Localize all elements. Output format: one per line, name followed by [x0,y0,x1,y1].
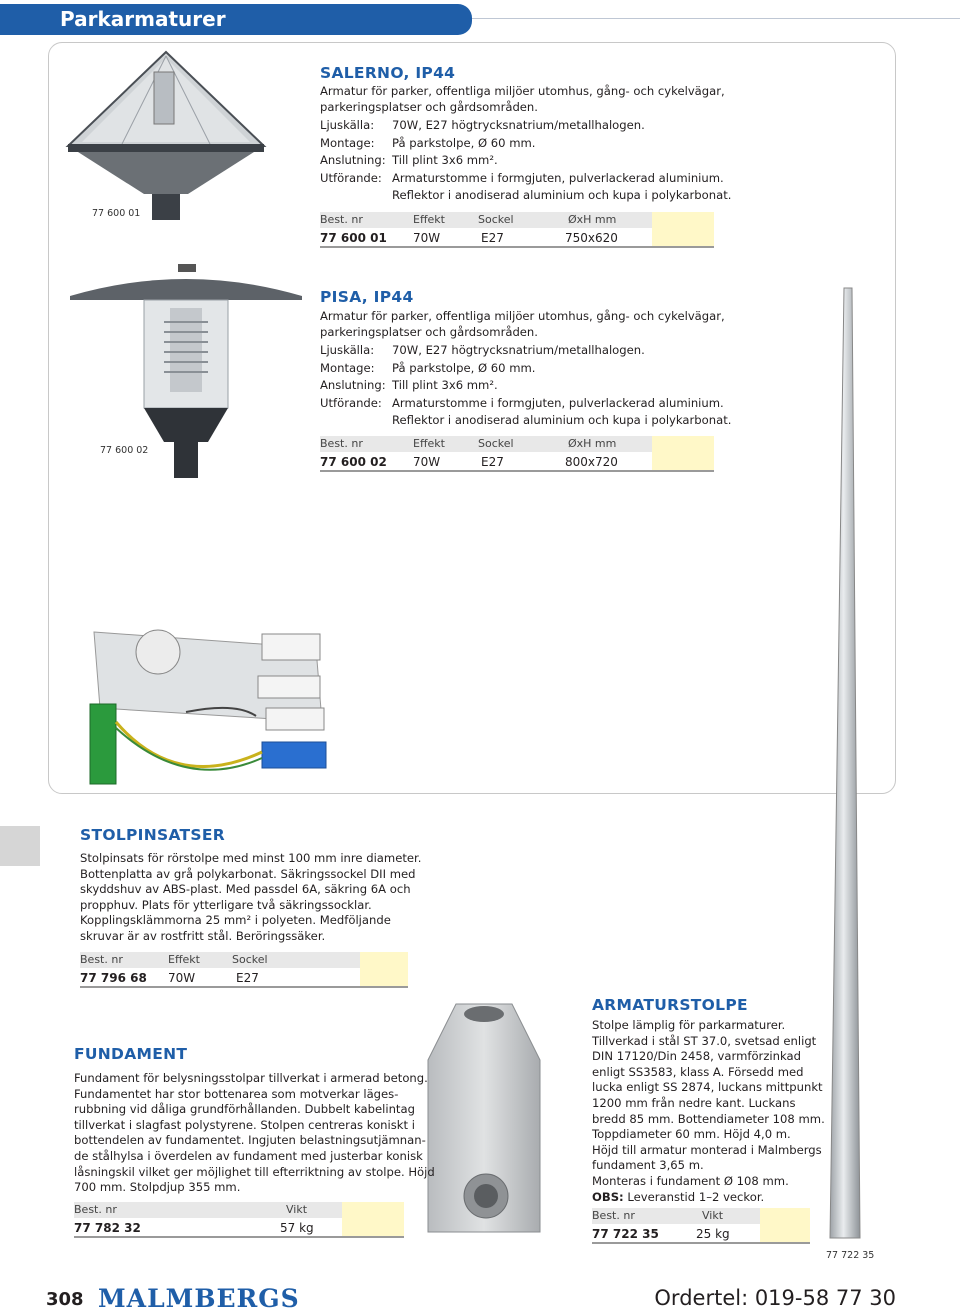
table-header: Best. nr [80,953,123,966]
salerno-desc-line: parkeringsplatser och gårdsområden. [320,99,538,114]
table-header: Sockel [478,213,514,226]
fundament-title: FUNDAMENT [74,1045,188,1063]
spec-value: Till plint 3x6 mm². [392,153,498,167]
table-header: Vikt [286,1203,308,1216]
spec-value: 70W, E27 högtrycksnatrium/metallhalogen. [392,343,645,357]
header-divider [472,18,960,19]
fundament-line: rubbning vid dåliga grundförhållanden. Dubbelt kabelintag [74,1102,415,1117]
spec-value: Reflektor i anodiserad aluminium och kupa i polykarbonat. [392,188,732,202]
pisa-desc-line: parkeringsplatser och gårdsområden. [320,324,538,339]
table-header: Vikt [702,1209,724,1222]
table-header: Best. nr [320,437,363,450]
table-cell: 70W [413,231,441,245]
pisa-description [320,309,725,340]
armaturstolpe-line: Höjd till armatur monterad i Malmbergs [592,1142,822,1157]
table-cell: E27 [236,971,259,985]
table-header: Sockel [478,437,514,450]
table-header: Effekt [413,437,445,450]
table-cell: 77 600 01 [320,231,387,245]
foundation-image [416,1000,552,1236]
armaturstolpe-order-table [592,1208,810,1244]
pole-caption: 77 722 35 [826,1250,875,1261]
page-title: Parkarmaturer [60,7,226,31]
spec-value: Reflektor i anodiserad aluminium och kupa i polykarbonat. [392,413,732,427]
spec-label: Utförande: [320,395,382,410]
table-header: Effekt [413,213,445,226]
spec-value: Armaturstomme i formgjuten, pulverlackerad aluminium. [392,170,724,185]
table-header: Sockel [232,953,268,966]
company-logo: MALMBERGS [98,1284,300,1313]
armaturstolpe-line: Monteras i fundament Ø 108 mm. [592,1173,789,1188]
spec-value: 70W, E27 högtrycksnatrium/metallhalogen. [392,118,645,132]
armaturstolpe-line: lucka enligt SS 2874, luckans mittpunkt [592,1080,823,1095]
stolpinsats-line: skruvar är av rostfritt stål. Beröringssäker. [80,928,326,943]
armaturstolpe-line: fundament 3,65 m. [592,1158,704,1173]
stolpinsats-line: skyddshuv av ABS-plast. Med passdel 6A, säkring 6A och [80,882,411,897]
armaturstolpe-line: bredd 85 mm. Bottendiameter 108 mm. [592,1111,825,1126]
table-header: ØxH mm [568,213,617,226]
pisa-desc-line: Armatur för parker, offentliga miljöer utomhus, gång- och cykelvägar, [320,309,725,323]
salerno-description [320,84,725,115]
salerno-desc-line: Armatur för parker, offentliga miljöer utomhus, gång- och cykelvägar, [320,84,725,98]
salerno-specs [320,117,731,205]
spec-label: Utförande: [320,170,382,185]
spec-value: Till plint 3x6 mm². [392,378,498,392]
table-cell: 77 796 68 [80,971,147,985]
obs-text: Leveranstid 1–2 veckor. [627,1189,765,1204]
spec-label: Ljuskälla: [320,343,375,357]
spec-value: På parkstolpe, Ø 60 mm. [392,360,536,375]
stolpinsats-line: Bottenplatta av grå polykarbonat. Säkringssockel DII med [80,866,416,881]
spec-value: Armaturstomme i formgjuten, pulverlackerad aluminium. [392,395,724,410]
armaturstolpe-title: ARMATURSTOLPE [592,996,748,1014]
armaturstolpe-line: Toppdiameter 60 mm. Höjd 4,0 m. [592,1127,791,1142]
fundament-line: Fundament för belysningsstolpar tillverkat i armerad betong. [74,1071,428,1085]
table-cell: E27 [481,455,504,469]
armaturstolpe-line: enligt SS3583, klass A. Försedd med [592,1064,804,1079]
spec-value: På parkstolpe, Ø 60 mm. [392,135,536,150]
pisa-title: PISA, IP44 [320,288,414,306]
armaturstolpe-line: DIN 17120/Din 2458, varmförzinkad [592,1049,801,1064]
table-cell: 25 kg [696,1227,730,1241]
fundament-line: tillverkat i slagfast polystyrene. Stolpen centreras koniskt i [74,1117,415,1132]
stolpinsats-line: Stolpinsats för rörstolpe med minst 100 mm inre diameter. [80,851,422,865]
stolpinsats-line: propphuv. Plats för ytterligare två säkringssocklar. [80,897,372,912]
pole-insert-image [86,612,336,788]
table-cell: 77 722 35 [592,1227,659,1241]
pisa-order-table [320,436,714,472]
fundament-line: de stålhylsa i överdelen av fundament med justerbar konisk [74,1148,423,1163]
spec-label: Montage: [320,135,375,150]
armaturstolpe-line: 1200 mm från nedre kant. Luckans [592,1095,796,1110]
table-cell: 70W [168,971,196,985]
table-cell: 77 600 02 [320,455,387,469]
fundament-line: låsningskil vilket ger möjlighet till efterriktning av stolpe. Höjd [74,1164,435,1179]
salerno-caption: 77 600 01 [92,208,141,219]
table-cell: 57 kg [280,1221,314,1235]
armaturstolpe-line: Tillverkad i stål ST 37.0, svetsad enligt [592,1033,817,1048]
fundament-line: 700 mm. Stolpdjup 355 mm. [74,1180,241,1195]
table-cell: 70W [413,455,441,469]
stolpinsats-description [80,851,421,945]
fundament-line: Fundamentet har stor bottenarea som motverkar läges- [74,1086,399,1101]
salerno-lamp-image [62,48,270,224]
spec-label: Montage: [320,360,375,375]
spec-label: Anslutning: [320,378,386,392]
table-header: Best. nr [320,213,363,226]
order-phone: Ordertel: 019-58 77 30 [654,1286,896,1310]
table-cell: 77 782 32 [74,1221,141,1235]
salerno-order-table [320,212,714,248]
page-number: 308 [46,1289,84,1310]
table-cell: 800x720 [565,455,618,469]
spec-label: Ljuskälla: [320,118,375,132]
armaturstolpe-line: Stolpe lämplig för parkarmaturer. [592,1018,786,1032]
table-header: ØxH mm [568,437,617,450]
table-header: Effekt [168,953,200,966]
stolpinsats-title: STOLPINSATSER [80,826,226,844]
table-cell: 750x620 [565,231,618,245]
obs-label: OBS: [592,1189,624,1204]
salerno-title: SALERNO, IP44 [320,64,456,82]
stolpinsats-order-table [80,952,408,988]
section-marker [0,826,40,866]
spec-label: Anslutning: [320,153,386,167]
table-header: Best. nr [74,1203,117,1216]
page-header [0,4,472,35]
table-header: Best. nr [592,1209,635,1222]
fundament-order-table [74,1202,404,1238]
table-cell: E27 [481,231,504,245]
pisa-specs [320,342,731,430]
stolpinsats-line: Kopplingsklämmorna 25 mm² i polyeten. Medföljande [80,913,391,928]
armaturstolpe-description [592,1018,825,1205]
fundament-line: bottendelen av fundamentet. Ingjuten belastningsutjämnan- [74,1133,426,1148]
pisa-caption: 77 600 02 [100,445,149,456]
fundament-description [74,1071,435,1196]
